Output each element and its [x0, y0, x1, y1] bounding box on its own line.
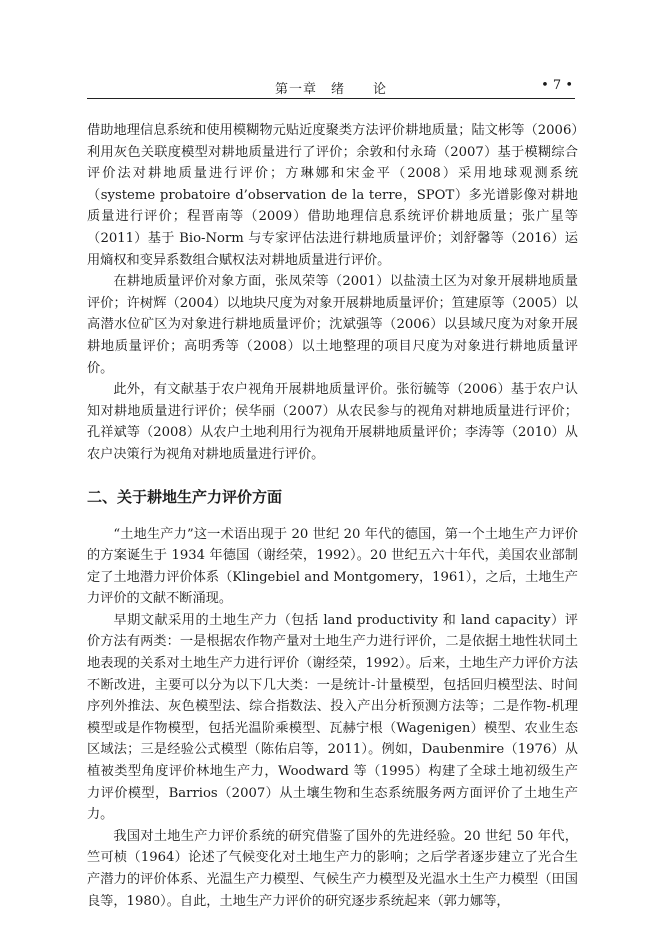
paragraph-continued: 借助地理信息系统和使用模糊物元贴近度聚类方法评价耕地质量；陆文彬等（2006）利用灰色关联度模型对耕地质量进行了评价；余敦和付永琦（2007）基于模糊综合评价法对耕地质量进行评价；方琳娜和宋金平（2008）采用地球观测系统（systeme probatoire d’observation de la terre，SPOT）多光谱影像对耕地质量进行评价；程晋南等（2009）借助地理信息系统评价耕地质量；张广星等（2011）基于 Bio-Norm 与专家评估法进行耕地质量评价；刘舒馨等（2016）运用熵权和变异系数组合赋权法对耕地质量进行评价。 [87, 123, 578, 268]
page-number: • 7 • [541, 78, 573, 93]
running-header [87, 78, 575, 99]
paragraph-evaluation-objects: 在耕地质量评价对象方面，张凤荣等（2001）以盐渍土区为对象开展耕地质量评价；许树辉（2004）以地块尺度为对象开展耕地质量评价；笪建原等（2005）以高潜水位矿区为对象进行耕地质量评价；沈斌强等（2006）以县域尺度为对象开展耕地质量评价；高明秀等（2008）以土地整理的项目尺度为对象进行耕地质量评价。 [87, 274, 578, 376]
paragraph-china-research: 我国对土地生产力评价系统的研究借鉴了国外的先进经验。20 世纪 50 年代，竺可桢（1964）论述了气候变化对土地生产力的影响；之后学者逐步建立了光合生产潜力的评价体系、光温生产力模型、气候生产力模型及光温水土生产力模型（田国良等，1980）。自此，土地生产力评价的研究逐步系统起来（郭力娜等， [87, 828, 578, 909]
chapter-title: 第一章 绪 论 [274, 82, 387, 97]
paragraph-term-origin: “土地生产力”这一术语出现于 20 世纪 20 年代的德国，第一个土地生产力评价的方案诞生于 1934 年德国（谢经荣，1992）。20 世纪五六十年代，美国农业部制定了土地潜力评价体系（Klingebiel and Montgomery，1961），之后，土地生产力评价的文献不断涌现。 [87, 526, 578, 607]
section-heading: 二、关于耕地生产力评价方面 [87, 487, 283, 506]
paragraph-early-methods: 早期文献采用的土地生产力（包括 land productivity 和 land capacity）评价方法有两类：一是根据农作物产量对土地生产力进行评价，二是依据土地性状同土地表现的关系对土地生产力进行评价（谢经荣，1992）。后来，土地生产力评价方法不断改进，主要可以分为以下几大类：一是统计-计量模型，包括回归模型法、时间序列外推法、灰色模型法、综合指数法、投入产出分析预测方法等；二是作物-机理模型或是作物模型，包括光温阶乘模型、瓦赫宁根（Wagenigen）模型、农业生态区域法；三是经验公式模型（陈佑启等，2011）。例如，Daubenmire（1976）从植被类型角度评价林地生产力，Woodward 等（1995）构建了全球土地初级生产力评价模型，Barrios（2007）从土壤生物和生态系统服务两方面评价了土地生产力。 [87, 612, 578, 823]
paragraph-farmer-perspective: 此外，有文献基于农户视角开展耕地质量评价。张衍毓等（2006）基于农户认知对耕地质量进行评价；侯华丽（2007）从农民参与的视角对耕地质量进行评价；孔祥斌等（2008）从农户土地利用行为视角开展耕地质量评价；李涛等（2010）从农户决策行为视角对耕地质量进行评价。 [87, 382, 578, 462]
page-body [87, 120, 578, 912]
